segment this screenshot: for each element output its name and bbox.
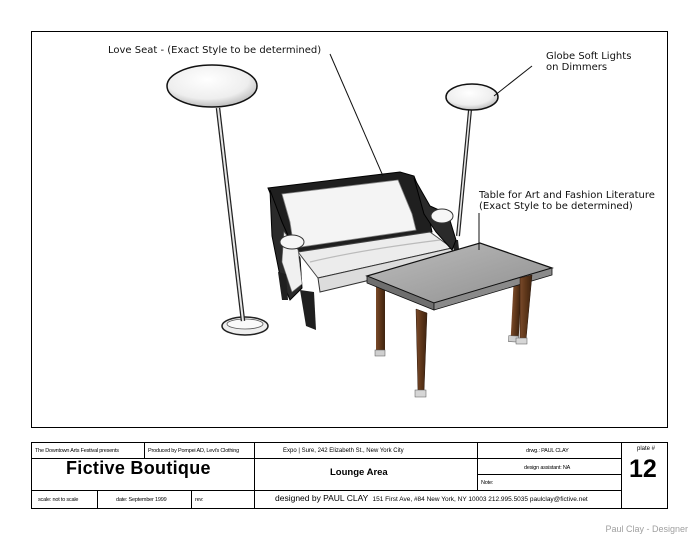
floor-lamp-left (167, 65, 268, 335)
scale-label: scale: not to scale (32, 491, 98, 508)
presenter-label: The Downtown Arts Festival presents (32, 443, 145, 459)
drawing-credit: drwg.: PAUL CLAY (478, 443, 622, 459)
lights-leader (494, 66, 532, 96)
plate-number: 12 (629, 459, 657, 483)
designer-contact: 151 First Ave, #84 New York, NY 10003 212.995.5035 paulclay@fictive.net (372, 496, 588, 503)
designer-name: PAUL CLAY (323, 493, 369, 503)
lights-callout-line2: on Dimmers (546, 62, 608, 73)
watermark: Paul Clay - Designer (605, 524, 688, 534)
venue-label: Expo | Sure, 242 Elizabeth St., New York City (255, 443, 478, 459)
date-label: date: September 1999 (98, 491, 192, 508)
sheet-title: Lounge Area (255, 459, 478, 491)
note-label: Note: (478, 475, 622, 491)
rev-label: rev: (192, 491, 255, 508)
love-seat-leader (330, 54, 383, 176)
project-name: Fictive Boutique (32, 459, 255, 491)
designed-by-prefix: designed by (275, 493, 321, 503)
title-block (31, 442, 668, 509)
table-callout-line1: Table for Art and Fashion Literature (479, 190, 655, 201)
lights-callout-line1: Globe Soft Lights (546, 51, 632, 62)
table-callout-line2: (Exact Style to be determined) (479, 201, 633, 212)
designer-credit (255, 491, 622, 508)
producer-label: Produced by Pompei AD, Levi's Clothing (145, 443, 255, 459)
floor-lamp-right (446, 84, 498, 236)
design-assistant: design assistant: NA (478, 459, 622, 475)
plate-label: plate # (637, 446, 656, 452)
love-seat-callout: Love Seat - (Exact Style to be determined) (108, 45, 322, 56)
